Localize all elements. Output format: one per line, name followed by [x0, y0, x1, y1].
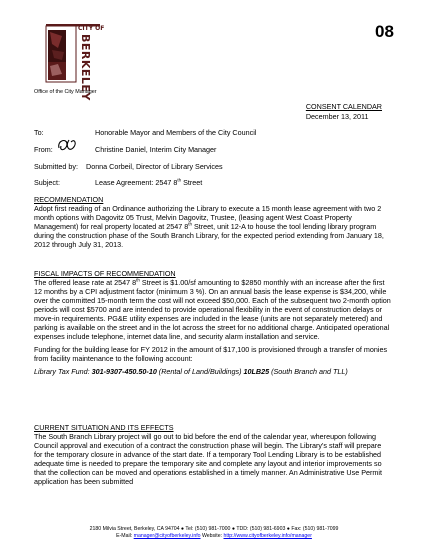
to-value: Honorable Mayor and Members of the City Council — [95, 128, 257, 137]
recommendation-text: Adopt first reading of an Ordinance authorizing the Library to execute a 15 month lease agreement with two 2 month options with Dagovitz 05 Trust, Melvin Dagovitz, Trustee, (leasing agent West Coast Property Management) for real property located at 2547 8th Street, unit 12-A to house the tool lending library program during the construction phase of the South Branch Library, for the expected period extending from January 18, 2012 through July 31, 2013. — [34, 203, 384, 249]
footer — [0, 526, 428, 540]
svg-text:BERKELEY: BERKELEY — [79, 34, 92, 101]
recommendation-heading: RECOMMENDATION — [34, 195, 104, 204]
subject-row — [34, 178, 202, 187]
subject-value: Lease Agreement: 2547 8th Street — [95, 177, 203, 187]
email-link[interactable]: manager@cityofberkeley.info — [133, 533, 201, 540]
submitted-row — [34, 162, 223, 171]
fiscal-text: The offered lease rate at 2547 8th Street is $1.00/sf amounting to $2850 monthly with an increase after the first 12 months by a CPI adjustment factor (minimum 3 %). On an annual basis the lease expense is $34,200, while over the committed 15-month term the cost will not exceed $50,000. Each of the subsequent two 2-month option periods will cost $5700 and are intended to provide operational flexibility in the event of construction delays or move-in requirements. PG&E utility expenses are included in the lease (units are not separately metered) and parking is available on the street and in the lot across the street for no additional charge. Anticipated operational expenses include telephone, internet data line, and security alarm installation and service. — [34, 277, 391, 341]
from-value: Christine Daniel, Interim City Manager — [95, 145, 217, 154]
website-link[interactable]: http://www.cityofberkeley.info/manager — [223, 533, 312, 540]
footer-contact: E-Mail: manager@cityofberkeley.info Website: http://www.cityofberkeley.info/manager — [116, 533, 312, 540]
calendar-title: CONSENT CALENDAR — [305, 102, 382, 111]
funding-text: Funding for the building lease for FY 2012 in the amount of $17,100 is provisioned through a transfer of monies from facility maintenance to the following account: — [34, 344, 388, 363]
fiscal-section — [34, 270, 394, 376]
page-number: 08 — [375, 22, 394, 41]
subject-label: Subject: — [34, 178, 60, 187]
current-heading: CURRENT SITUATION AND ITS EFFECTS — [34, 423, 174, 432]
signature-initials — [55, 136, 85, 161]
office-label: Office of the City Manager — [34, 89, 97, 95]
consent-calendar-block — [306, 102, 382, 121]
current-text: The South Branch Library project will go out to bid before the end of the calendar year, whereupon following Council approval and execution of a contract the construction phase will begin. The Library’s staff will prepare for the temporary closure in advance of the start date. If a temporary Tool Lending Library is to be established adequate time is needed to prepare the temporary site and complete any layout and interior improvements so that the collection can be moved and operations established in a timely manner. An Administrative Use Permit application has been submitted — [34, 431, 382, 486]
fund-account: Library Tax Fund: 301-9307-450.50-10 (Rental of Land/Buildings) 10LB25 (South Branch and TLL) — [34, 366, 348, 376]
current-situation-section — [34, 424, 390, 487]
to-label: To: — [34, 128, 44, 137]
footer-address: 2180 Milvia Street, Berkeley, CA 94704 ● Tel: (510) 981-7000 ● TDD: (510) 981-6903 ● Fax: (510) 981-7099 — [89, 526, 339, 532]
fiscal-heading: FISCAL IMPACTS OF RECOMMENDATION — [34, 269, 176, 278]
calendar-date: December 13, 2011 — [305, 111, 369, 121]
submitted-label: Submitted by: — [34, 162, 78, 171]
svg-text:CITY OF: CITY OF — [78, 25, 105, 32]
recommendation-section — [34, 196, 392, 250]
submitted-value: Donna Corbeil, Director of Library Services — [86, 162, 223, 171]
from-label: From: — [34, 145, 53, 154]
